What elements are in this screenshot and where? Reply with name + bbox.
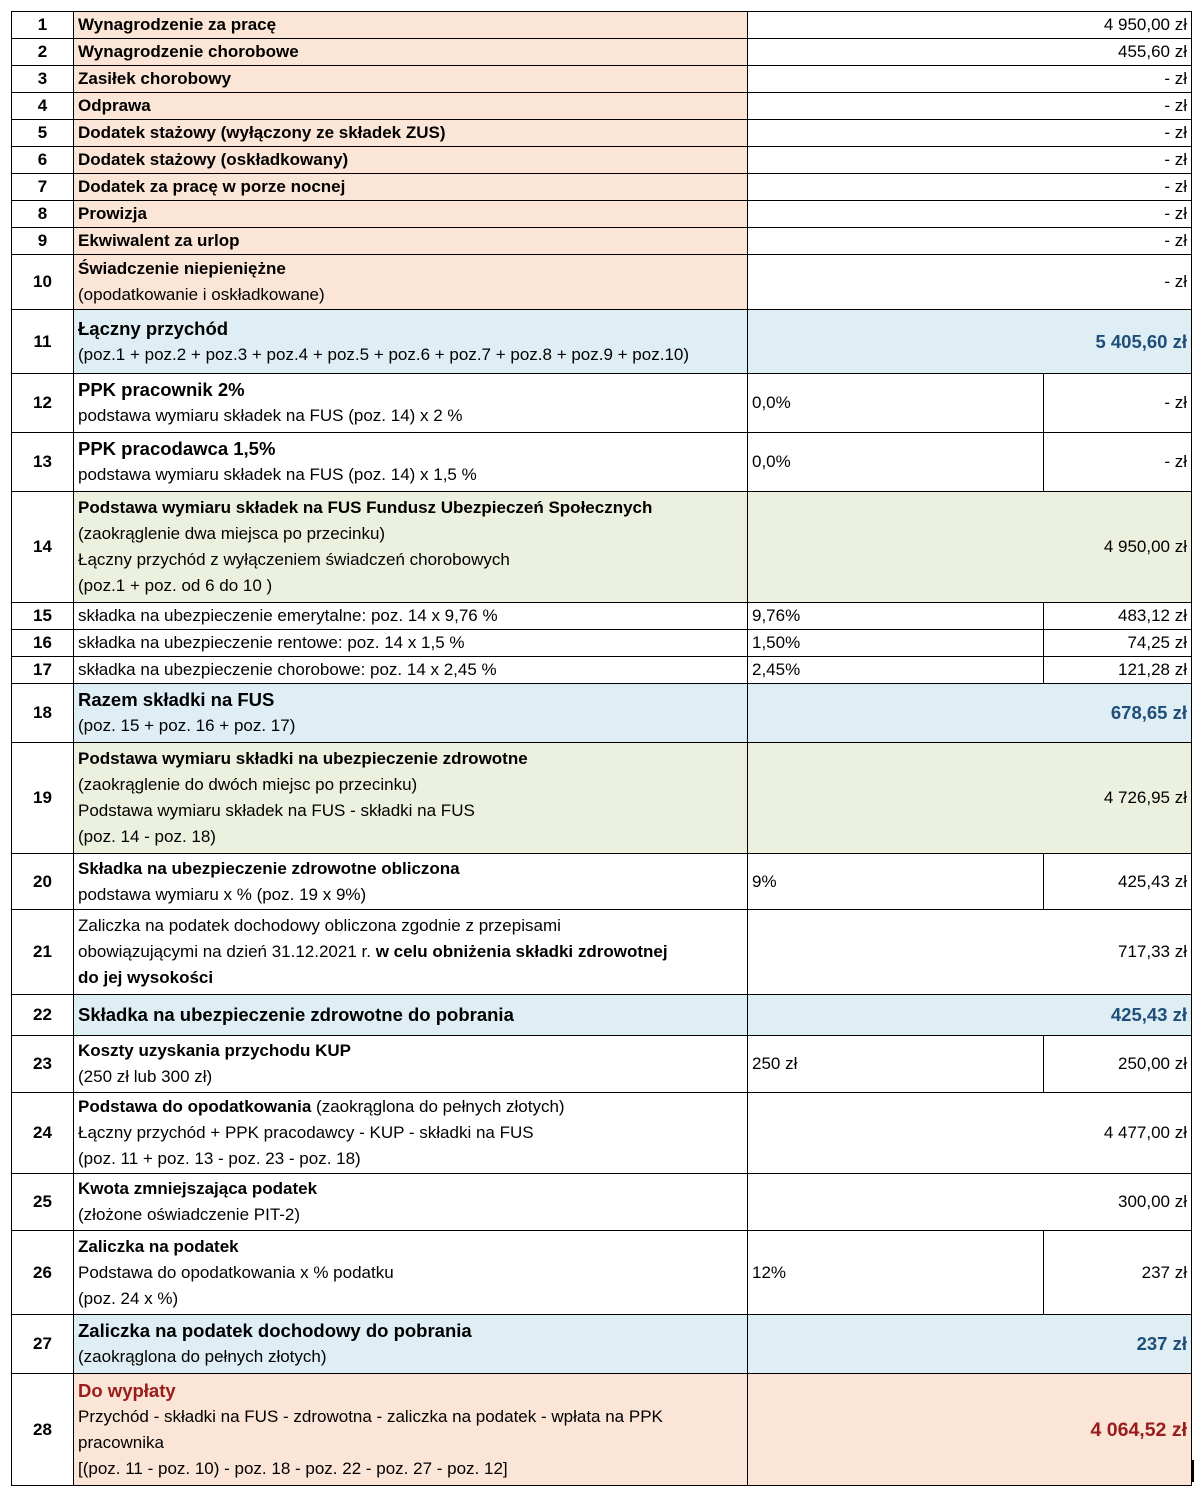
table-row xyxy=(12,854,1192,910)
row-number: 6 xyxy=(12,147,74,174)
row-label: Składka na ubezpieczenie zdrowotne obliczona xyxy=(78,858,460,878)
row-label: Zasiłek chorobowy xyxy=(74,66,748,93)
row-number: 2 xyxy=(12,39,74,66)
row-value: 300,00 zł xyxy=(748,1174,1192,1231)
row-number: 25 xyxy=(12,1174,74,1231)
row-label: Dodatek stażowy (oskładkowany) xyxy=(74,147,748,174)
row-label: składka na ubezpieczenie rentowe: poz. 14 x 1,5 % xyxy=(74,630,748,657)
row-label: Składka na ubezpieczenie zdrowotne do pobrania xyxy=(74,995,748,1036)
table-row xyxy=(12,1093,1192,1174)
row-value: 717,33 zł xyxy=(748,910,1192,995)
row-sub: (poz.1 + poz. od 6 do 10 ) xyxy=(78,576,273,595)
row-number: 18 xyxy=(12,684,74,743)
table-row xyxy=(12,433,1192,492)
row-description xyxy=(74,1093,748,1174)
row-value: 121,28 zł xyxy=(1044,657,1192,684)
row-number: 3 xyxy=(12,66,74,93)
row-value: - zł xyxy=(748,174,1192,201)
row-number: 24 xyxy=(12,1093,74,1174)
row-sub: Łączny przychód + PPK pracodawcy - KUP - składki na FUS xyxy=(78,1123,534,1142)
table-row xyxy=(12,1374,1192,1486)
row-value: 74,25 zł xyxy=(1044,630,1192,657)
row-percent: 9,76% xyxy=(748,603,1044,630)
table-row xyxy=(12,630,1192,657)
row-value: - zł xyxy=(748,255,1192,310)
row-sub: Łączny przychód z wyłączeniem świadczeń chorobowych xyxy=(78,550,510,569)
row-value: 237 zł xyxy=(748,1315,1192,1374)
row-text-regular: obowiązującymi na dzień 31.12.2021 r. xyxy=(78,942,376,961)
row-label: PPK pracodawca 1,5% xyxy=(78,438,276,459)
row-description xyxy=(74,854,748,910)
row-value: - zł xyxy=(1044,374,1192,433)
row-value: - zł xyxy=(748,93,1192,120)
table-row xyxy=(12,255,1192,310)
row-sub: (poz. 15 + poz. 16 + poz. 17) xyxy=(78,716,296,735)
row-number: 26 xyxy=(12,1231,74,1315)
payroll-table xyxy=(11,11,1192,1486)
row-description xyxy=(74,374,748,433)
row-number: 11 xyxy=(12,310,74,374)
row-value: 4 950,00 zł xyxy=(748,492,1192,603)
table-row xyxy=(12,603,1192,630)
row-sub: (zaokrąglona do pełnych złotych) xyxy=(78,1347,327,1366)
table-row xyxy=(12,374,1192,433)
row-number: 7 xyxy=(12,174,74,201)
row-number: 8 xyxy=(12,201,74,228)
row-value: 4 064,52 zł xyxy=(748,1374,1192,1486)
row-number: 15 xyxy=(12,603,74,630)
row-number: 10 xyxy=(12,255,74,310)
row-label: Dodatek stażowy (wyłączony ze składek ZUS) xyxy=(74,120,748,147)
row-description xyxy=(74,310,748,374)
row-label: Wynagrodzenie chorobowe xyxy=(74,39,748,66)
row-label: Łączny przychód xyxy=(78,317,229,339)
row-sub: Przychód - składki na FUS - zdrowotna - zaliczka na podatek - wpłata na PPK xyxy=(78,1406,663,1426)
table-row xyxy=(12,201,1192,228)
row-number: 20 xyxy=(12,854,74,910)
row-number: 16 xyxy=(12,630,74,657)
row-label: Wynagrodzenie za pracę xyxy=(74,12,748,39)
row-label: Zaliczka na podatek xyxy=(78,1236,239,1256)
row-text xyxy=(78,939,743,965)
row-label: Ekwiwalent za urlop xyxy=(74,228,748,255)
table-row xyxy=(12,1231,1192,1315)
row-number: 5 xyxy=(12,120,74,147)
table-row xyxy=(12,39,1192,66)
row-number: 23 xyxy=(12,1036,74,1093)
row-text-bold: do jej wysokości xyxy=(78,968,214,987)
row-label: składka na ubezpieczenie emerytalne: poz. 14 x 9,76 % xyxy=(74,603,748,630)
row-label: Koszty uzyskania przychodu KUP xyxy=(78,1041,352,1060)
row-sub: podstawa wymiaru składek na FUS (poz. 14) x 2 % xyxy=(78,406,463,425)
row-percent: 0,0% xyxy=(748,433,1044,492)
table-row xyxy=(12,1174,1192,1231)
row-text: Zaliczka na podatek dochodowy obliczona zgodnie z przepisami xyxy=(78,916,561,935)
row-value: 237 zł xyxy=(1044,1231,1192,1315)
row-sub: (zaokrąglenie dwa miejsca po przecinku) xyxy=(78,524,386,543)
table-row xyxy=(12,66,1192,93)
row-description xyxy=(74,1315,748,1374)
row-sub: Podstawa do opodatkowania x % podatku xyxy=(78,1262,394,1282)
row-sub: (opodatkowanie i oskładkowane) xyxy=(78,285,325,304)
row-value: - zł xyxy=(1044,433,1192,492)
row-percent: 250 zł xyxy=(748,1036,1044,1093)
table-row xyxy=(12,93,1192,120)
row-value: 483,12 zł xyxy=(1044,603,1192,630)
row-number: 4 xyxy=(12,93,74,120)
row-sub: (poz. 11 + poz. 13 - poz. 23 - poz. 18) xyxy=(78,1149,361,1168)
row-label-suffix: (zaokrąglona do pełnych złotych) xyxy=(311,1097,565,1116)
row-value: 678,65 zł xyxy=(748,684,1192,743)
row-description xyxy=(74,910,748,995)
table-row xyxy=(12,120,1192,147)
row-value: 4 726,95 zł xyxy=(748,743,1192,854)
row-description xyxy=(74,255,748,310)
row-label: Zaliczka na podatek dochodowy do pobrania xyxy=(78,1320,472,1341)
row-value: 455,60 zł xyxy=(748,39,1192,66)
row-label: Do wypłaty xyxy=(78,1379,176,1401)
row-label: Prowizja xyxy=(74,201,748,228)
table-row xyxy=(12,995,1192,1036)
row-number: 21 xyxy=(12,910,74,995)
table-row xyxy=(12,492,1192,603)
table-row xyxy=(12,657,1192,684)
row-percent: 2,45% xyxy=(748,657,1044,684)
row-label: Dodatek za pracę w porze nocnej xyxy=(74,174,748,201)
row-description xyxy=(74,743,748,854)
row-number: 13 xyxy=(12,433,74,492)
row-value: 5 405,60 zł xyxy=(748,310,1192,374)
cell-cursor-mark xyxy=(1192,1460,1194,1482)
row-label: Razem składki na FUS xyxy=(78,689,275,710)
row-number: 1 xyxy=(12,12,74,39)
row-value: - zł xyxy=(748,201,1192,228)
row-percent: 1,50% xyxy=(748,630,1044,657)
row-sub: (poz. 14 - poz. 18) xyxy=(78,827,216,846)
row-percent: 9% xyxy=(748,854,1044,910)
table-row xyxy=(12,228,1192,255)
table-row xyxy=(12,1036,1192,1093)
row-value: 250,00 zł xyxy=(1044,1036,1192,1093)
row-sub: (poz.1 + poz.2 + poz.3 + poz.4 + poz.5 + poz.6 + poz.7 + poz.8 + poz.9 + poz.10) xyxy=(78,344,690,364)
row-number: 17 xyxy=(12,657,74,684)
row-value: 425,43 zł xyxy=(748,995,1192,1036)
row-value: 4 950,00 zł xyxy=(748,12,1192,39)
row-description xyxy=(74,433,748,492)
row-number: 14 xyxy=(12,492,74,603)
row-label: Odprawa xyxy=(74,93,748,120)
row-sub: (poz. 24 x %) xyxy=(78,1288,179,1308)
row-number: 28 xyxy=(12,1374,74,1486)
row-sub: (250 zł lub 300 zł) xyxy=(78,1067,213,1086)
table-row xyxy=(12,147,1192,174)
row-sub: [(poz. 11 - poz. 10) - poz. 18 - poz. 22 - poz. 27 - poz. 12] xyxy=(78,1458,508,1478)
row-value: - zł xyxy=(748,147,1192,174)
row-label: Kwota zmniejszająca podatek xyxy=(78,1179,318,1198)
row-sub: podstawa wymiaru x % (poz. 19 x 9%) xyxy=(78,884,367,904)
row-label: Podstawa wymiaru składek na FUS Fundusz Ubezpieczeń Społecznych xyxy=(78,498,653,517)
row-label: Podstawa wymiaru składki na ubezpieczenie zdrowotne xyxy=(78,749,528,768)
table-row xyxy=(12,910,1192,995)
row-description xyxy=(74,492,748,603)
row-label: składka na ubezpieczenie chorobowe: poz. 14 x 2,45 % xyxy=(74,657,748,684)
row-sub: Podstawa wymiaru składek na FUS - składki na FUS xyxy=(78,801,475,820)
row-number: 12 xyxy=(12,374,74,433)
table-row xyxy=(12,1315,1192,1374)
row-number: 22 xyxy=(12,995,74,1036)
row-sub: (zaokrąglenie do dwóch miejsc po przecinku) xyxy=(78,775,418,794)
row-label: Podstawa do opodatkowania xyxy=(78,1097,312,1116)
row-percent: 0,0% xyxy=(748,374,1044,433)
row-sub: (złożone oświadczenie PIT-2) xyxy=(78,1205,301,1224)
row-label: Świadczenie niepieniężne xyxy=(78,259,286,278)
row-number: 19 xyxy=(12,743,74,854)
row-sub: pracownika xyxy=(78,1432,164,1452)
row-value: - zł xyxy=(748,66,1192,93)
table-row xyxy=(12,12,1192,39)
table-row xyxy=(12,310,1192,374)
row-description xyxy=(74,1036,748,1093)
row-sub: podstawa wymiaru składek na FUS (poz. 14) x 1,5 % xyxy=(78,465,477,484)
table-row xyxy=(12,684,1192,743)
table-row xyxy=(12,743,1192,854)
row-value: 4 477,00 zł xyxy=(748,1093,1192,1174)
row-percent: 12% xyxy=(748,1231,1044,1315)
row-value: 425,43 zł xyxy=(1044,854,1192,910)
row-value: - zł xyxy=(748,120,1192,147)
row-description xyxy=(74,1174,748,1231)
row-title-line xyxy=(78,1094,743,1120)
row-number: 9 xyxy=(12,228,74,255)
row-description xyxy=(74,684,748,743)
row-number: 27 xyxy=(12,1315,74,1374)
row-text-bold: w celu obniżenia składki zdrowotnej xyxy=(375,942,668,961)
row-description xyxy=(74,1231,748,1315)
row-value: - zł xyxy=(748,228,1192,255)
row-label: PPK pracownik 2% xyxy=(78,379,245,400)
table-row xyxy=(12,174,1192,201)
row-description xyxy=(74,1374,748,1486)
